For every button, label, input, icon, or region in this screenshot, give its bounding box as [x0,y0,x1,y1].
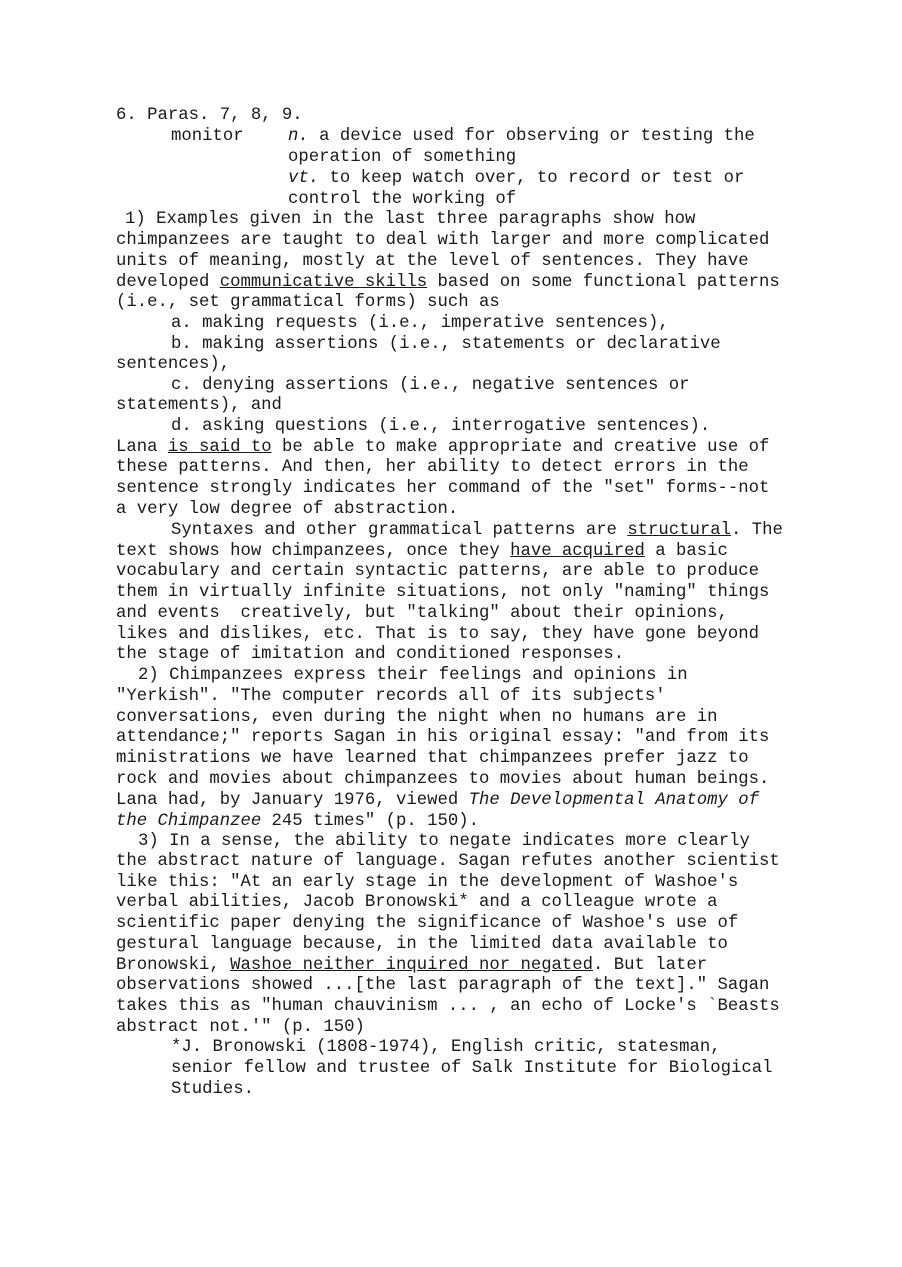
underlined-have-acquired: have acquired [510,542,645,561]
section2-line-3: conversations, even during the night when no humans are in [116,708,718,727]
syntax-line-5: and events creatively, but "talking" about their opinions, [116,604,728,623]
list-item-b-cont: sentences), [116,355,231,374]
underlined-is-said-to: is said to [167,438,272,457]
list-item-c-cont: statements), and [116,396,282,415]
syntax-line-6: likes and dislikes, etc. That is to say, they have gone beyond [116,625,759,644]
section3-line-6: gestural language because, in the limited data available to [116,935,728,954]
section3-line-9: takes this as "human chauvinism ... , an echo of Locke's `Beasts [116,997,780,1016]
section1-line-4: developed communicative skills based on some functional patterns [116,273,780,292]
book-title-cont: the Chimpanzee [116,812,262,831]
list-item-a: a. making requests (i.e., imperative sentences), [171,314,669,333]
section3-line-4: verbal abilities, Jacob Bronowski* and a colleague wrote a [116,893,718,912]
gloss-noun-def-1: a device used for observing or testing the [319,127,755,146]
section3-line-3: like this: "At an early stage in the development of Washoe's [116,873,739,892]
footnote-line-1: *J. Bronowski (1808-1974), English critic, statesman, [171,1038,721,1057]
syntax-line-4: them in virtually infinite situations, not only "naming" things [116,583,770,602]
footnote-line-3: Studies. [171,1080,254,1099]
list-item-c: c. denying assertions (i.e., negative sentences or [171,376,690,395]
lana-line-2: these patterns. And then, her ability to detect errors in the [116,458,749,477]
section3-line-8: observations showed ...[the last paragraph of the text]." Sagan [116,976,770,995]
lana-line: Lana is said to be able to make appropriate and creative use of [116,438,770,457]
book-title: The Developmental Anatomy of [468,791,759,810]
section3-line-10: abstract not.'" (p. 150) [116,1018,365,1037]
gloss-verb-def-2: control the working of [288,190,517,209]
section3-line-2: the abstract nature of language. Sagan refutes another scientist [116,852,780,871]
syntax-line-1: Syntaxes and other grammatical patterns are structural. The [171,521,783,540]
section3-line-1: 3) In a sense, the ability to negate indicates more clearly [138,832,750,851]
gloss-noun-def [288,127,839,148]
section3-line-7: Bronowski, Washoe neither inquired nor negated. But later [116,956,708,975]
section2-line-1: 2) Chimpanzees express their feelings and opinions in [138,666,688,685]
section2-line-7: Lana had, by January 1976, viewed The Developmental Anatomy of [116,791,759,810]
underlined-washoe-phrase: Washoe neither inquired nor negated [230,956,594,975]
list-item-d: d. asking questions (i.e., interrogative sentences). [171,417,711,436]
gloss-term: monitor [171,127,244,146]
gloss-verb-def: vt. to keep watch over, to record or test or [288,169,745,188]
section2-line-5: ministrations we have learned that chimpanzees prefer jazz to [116,749,749,768]
section1-line-1: 1) Examples given in the last three paragraphs show how [125,210,696,229]
syntax-line-2: text shows how chimpanzees, once they have acquired a basic [116,542,728,561]
section1-line-3: units of meaning, mostly at the level of sentences. They have [116,252,749,271]
gloss-verb-pos: vt. [288,169,320,188]
lana-line-4: a very low degree of abstraction. [116,500,459,519]
list-item-b: b. making assertions (i.e., statements or declarative [171,335,721,354]
underlined-structural: structural [627,521,732,540]
section2-line-2: "Yerkish". "The computer records all of its subjects' [116,687,666,706]
footnote-line-2: senior fellow and trustee of Salk Institute for Biological [171,1059,773,1078]
underlined-communicative-skills: communicative skills [219,273,428,292]
gloss-noun-pos: n. [288,127,309,146]
section1-line-5: (i.e., set grammatical forms) such as [116,293,500,312]
syntax-line-3: vocabulary and certain syntactic patterns, are able to produce [116,562,759,581]
section-heading: 6. Paras. 7, 8, 9. [116,106,303,125]
syntax-line-7: the stage of imitation and conditioned responses. [116,645,625,664]
section2-line-6: rock and movies about chimpanzees to movies about human beings. [116,770,770,789]
section2-line-8: the Chimpanzee 245 times" (p. 150). [116,812,479,831]
lana-line-3: sentence strongly indicates her command of the "set" forms--not [116,479,770,498]
section1-line-2: chimpanzees are taught to deal with larger and more complicated [116,231,770,250]
gloss-noun-def-2: operation of something [288,148,517,167]
section2-line-4: attendance;" reports Sagan in his original essay: "and from its [116,728,770,747]
section3-line-5: scientific paper denying the significance of Washoe's use of [116,914,739,933]
